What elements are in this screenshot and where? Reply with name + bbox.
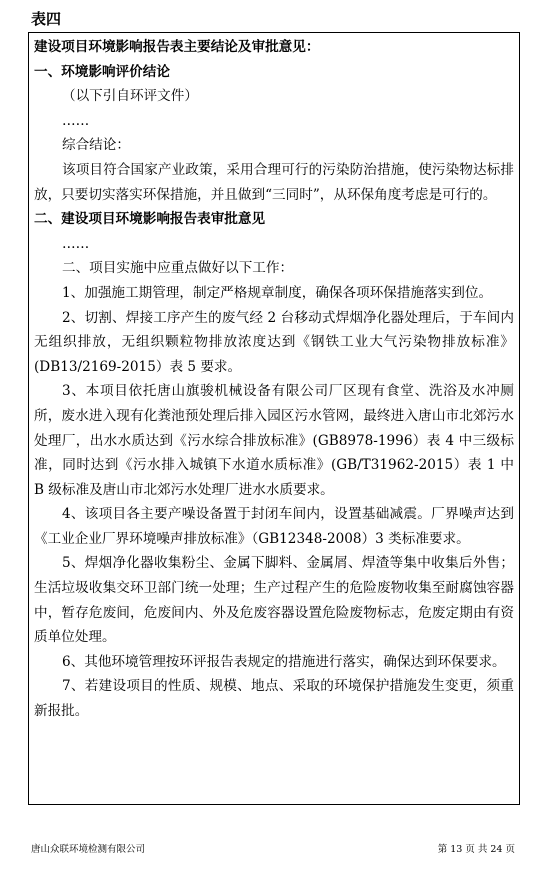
heading: 建设项目环境影响报告表主要结论及审批意见： — [34, 39, 320, 55]
content-box — [28, 32, 520, 805]
section2-intro: 二、项目实施中应重点做好以下工作： — [62, 260, 294, 277]
table-label: 表四 — [31, 10, 62, 28]
list-item: 4、该项目各主要产噪设备置于封闭车间内，设置基础减震。厂界噪声达到《工业企业厂界环境噪声排放标准》（GB12348-2008）3 类标准要求。 — [34, 506, 514, 547]
list-item: 2、切割、焊接工序产生的废气经 2 台移动式焊烟净化器处理后，于车间内无组织排放，无组织颗粒物排放浓度达到《钢铁工业大气污染物排放标准》(DB13/2169-2015）表 5 要求。 — [34, 309, 514, 375]
list-item: 6、其他环境管理按环评报告表规定的措施进行落实，确保达到环保要求。 — [62, 653, 506, 670]
summary-text: 该项目符合国家产业政策，采用合理可行的污染防治措施，使污染物达标排放，只要切实落实环保措施，并且做到“三同时”，从环保角度考虑是可行的。 — [34, 161, 514, 203]
footer-page-info: 第 13 页 共 24 页 — [437, 844, 515, 855]
list-item: 3、本项目依托唐山旗骏机械设备有限公司厂区现有食堂、洗浴及水冲厕所，废水进入现有化粪池预处理后排入园区污水管网，最终进入唐山市北郊污水处理厂，出水水质达到《污水综合排放标准》(GB8978-1996）表 4 中三级标准，同时达到《污水排入城镇下水道水质标准》(GB/T31962-2015）表 1 中 B 级标准及唐山市北郊污水处理厂进水水质要求。 — [34, 383, 514, 498]
section1-title: 一、环境影响评价结论 — [34, 63, 170, 80]
footer-company: 唐山众联环境检测有限公司 — [31, 844, 146, 855]
section2-ellipsis: …… — [62, 235, 90, 252]
summary-label: 综合结论： — [62, 137, 130, 154]
list-item: 5、焊烟净化器收集粉尘、金属下脚料、金属屑、焊渣等集中收集后外售；生活垃圾收集交环卫部门统一处理；生产过程产生的危险废物收集至耐腐蚀容器中，暂存危废间，危废间内、外及危废容器设置危险废物标志，危废定期由有资质单位处理。 — [34, 555, 514, 646]
quote-note: （以下引自环评文件） — [62, 88, 198, 105]
section2-title: 二、建设项目环境影响报告表审批意见 — [34, 211, 266, 228]
section1-ellipsis: …… — [62, 112, 90, 129]
list-item: 7、若建设项目的性质、规模、地点、采取的环境保护措施发生变更，须重新报批。 — [34, 678, 514, 720]
list-item: 1、加强施工期管理，制定严格规章制度，确保各项环保措施落实到位。 — [62, 284, 493, 301]
content-body — [34, 35, 514, 724]
